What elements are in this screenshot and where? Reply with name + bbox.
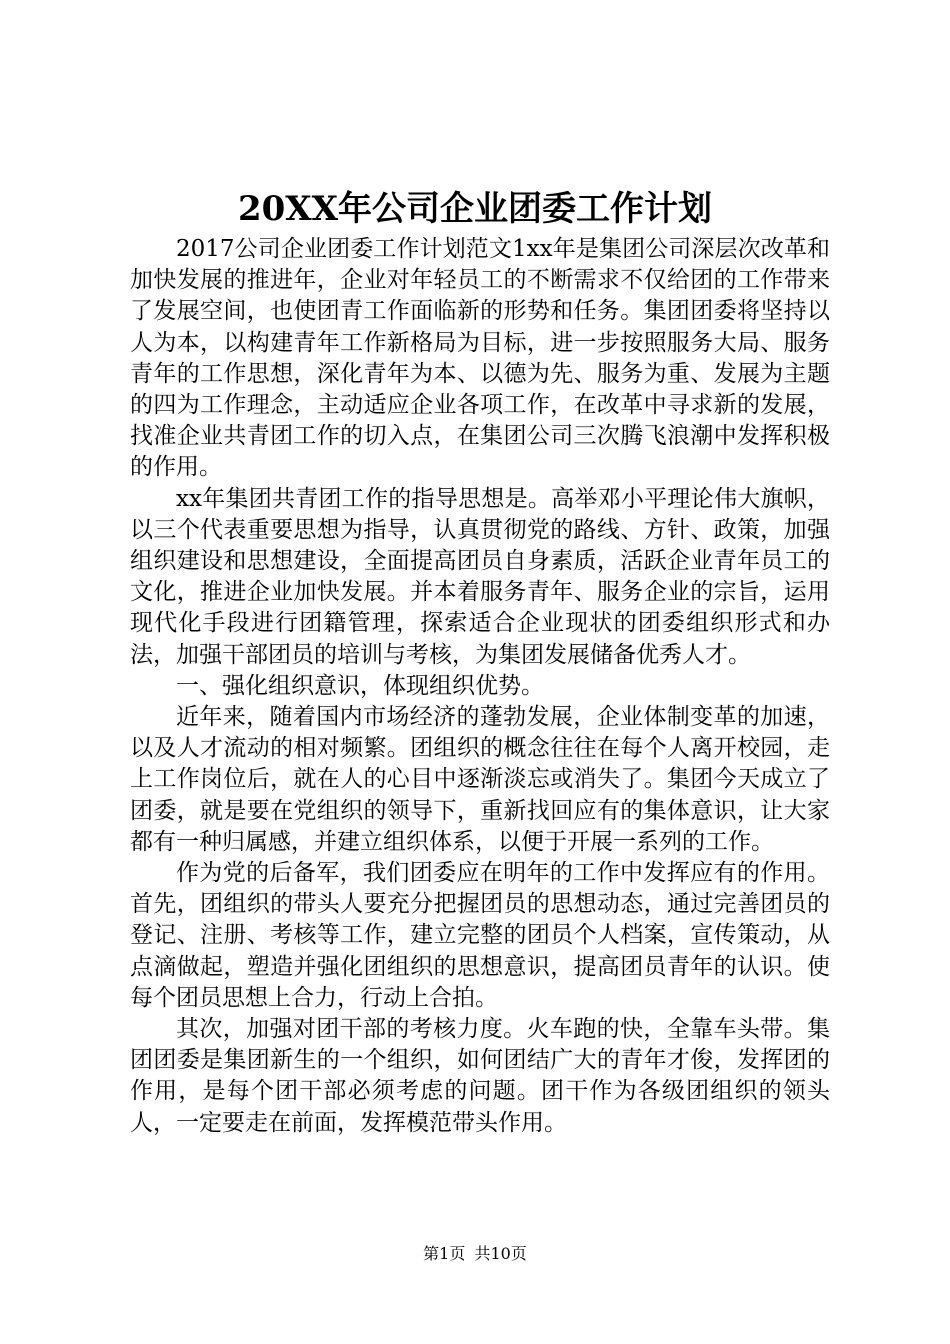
paragraph-intro: 2017公司企业团委工作计划范文1xx年是集团公司深层次改革和加快发展的推进年，企业对年轻员工的不断需求不仅给团的工作带来了发展空间，也使团青工作面临新的形势和任务。集团团委将坚持以人为本，以构建青年工作新格局为目标，进一步按照服务大局、服务青年的工作思想，深化青年为本、以德为先、服务为重、发展为主题的四为工作理念，主动适应企业各项工作，在改革中寻求新的发展，找准企业共青团工作的切入点，在集团公司三次腾飞浪潮中发挥积极的作用。 bbox=[130, 236, 830, 481]
document-title: 20XX年公司企业团委工作计划 bbox=[237, 189, 713, 229]
paragraph-cadre-assessment: 其次，加强对团干部的考核力度。火车跑的快，全靠车头带。集团团委是集团新生的一个组织，如何团结广大的青年才俊，发挥团的作用，是每个团干部必须考虑的问题。团干作为各级团组织的领头人，一定要走在前面，发挥模范带头作用。 bbox=[130, 1016, 830, 1136]
page-number-total: 共10页 bbox=[474, 1244, 527, 1263]
section-heading-1: 一、强化组织意识，体现组织优势。 bbox=[176, 672, 544, 699]
paragraph-guiding-thought: xx年集团共青团工作的指导思想是。高举邓小平理论伟大旗帜，以三个代表重要思想为指导，认真贯彻党的路线、方针、政策，加强组织建设和思想建设，全面提高团员自身素质，活跃企业青年员工的文化，推进企业加快发展。并本着服务青年、服务企业的宗旨，运用现代化手段进行团籍管理，探索适合企业现状的团委组织形式和办法，加强干部团员的培训与考核，为集团发展储备优秀人才。 bbox=[130, 485, 830, 668]
page-footer bbox=[0, 1242, 950, 1266]
page-number-current: 第1页 bbox=[423, 1244, 466, 1263]
paragraph-reserve-army: 作为党的后备军，我们团委应在明年的工作中发挥应有的作用。首先，团组织的带头人要充分把握团员的思想动态，通过完善团员的登记、注册、考核等工作，建立完整的团员个人档案，宣传策动，从点滴做起，塑造并强化团组织的思想意识，提高团员青年的认识。使每个团员思想上合力，行动上合拍。 bbox=[130, 860, 830, 1011]
paragraph-recent-years: 近年来，随着国内市场经济的蓬勃发展，企业体制变革的加速，以及人才流动的相对频繁。团组织的概念往往在每个人离开校园，走上工作岗位后，就在人的心目中逐渐淡忘或消失了。集团今天成立了团委，就是要在党组织的领导下，重新找回应有的集体意识，让大家都有一种归属感，并建立组织体系，以便于开展一系列的工作。 bbox=[130, 704, 830, 855]
document-body bbox=[130, 234, 830, 1139]
